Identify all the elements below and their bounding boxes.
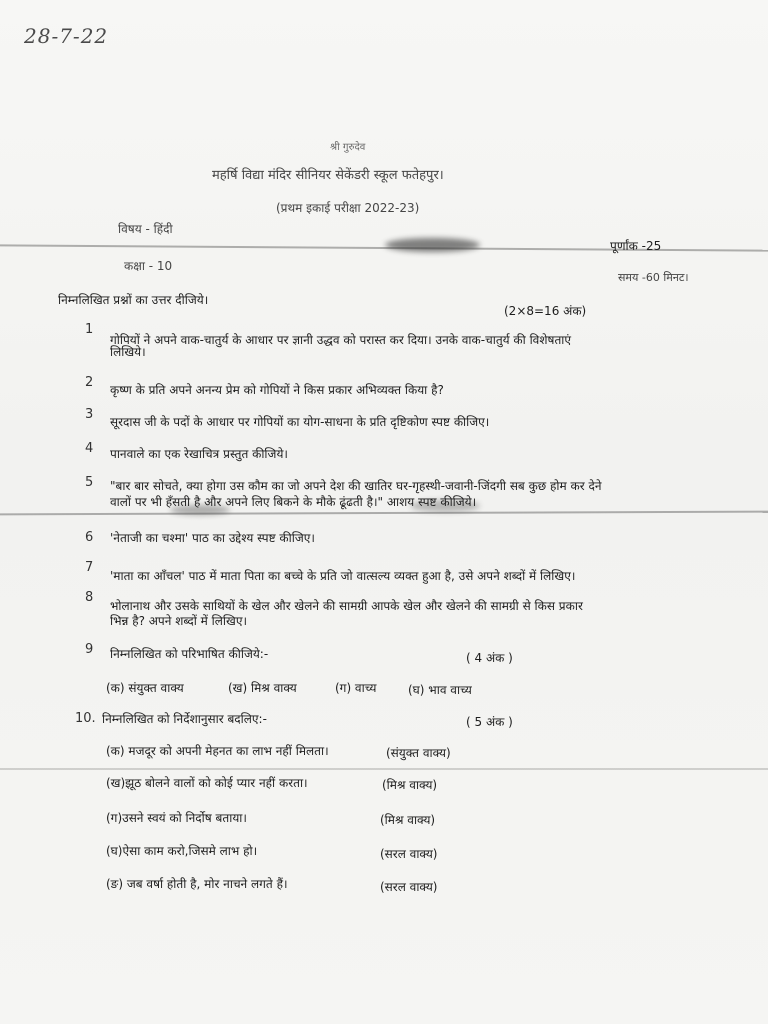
question-number: 9 (85, 642, 94, 657)
school-name: महर्षि विद्या मंदिर सीनियर सेकेंडरी स्कूल फतेहपुर। (212, 168, 444, 183)
question-number: 4 (85, 441, 94, 456)
paper-fold-middle (0, 511, 768, 516)
q10-instruction: (सरल वाक्य) (380, 847, 438, 861)
question-marks: ( 5 अंक ) (466, 715, 513, 729)
question-text: "बार बार सोचते, क्या होगा उस कौम का जो अपने देश की खातिर घर-गृहस्थी-जवानी-जिंदगी सब कुछ होम कर देने (110, 479, 602, 493)
question-text: गोपियों ने अपने वाक-चातुर्य के आधार पर ज्ञानी उद्धव को परास्त कर दिया। उनके वाक-चातुर्य की विशेषताएं (110, 333, 572, 347)
question-text: 'माता का आँचल' पाठ में माता पिता का बच्चे के प्रति जो वात्सल्य व्यक्त हुआ है, उसे अपने शब्दों में लिखिए। (110, 569, 576, 583)
question-text: कृष्ण के प्रति अपने अनन्य प्रेम को गोपियों ने किस प्रकार अभिव्यक्त किया है? (110, 383, 444, 397)
q9-option: (ग) वाच्य (335, 681, 377, 695)
q10-sentence: (क) मजदूर को अपनी मेहनत का लाभ नहीं मिलता। (106, 744, 329, 758)
question-text: भोलानाथ और उसके साथियों के खेल और खेलने की सामग्री आपके खेल और खेलने की सामग्री से किस प्रकार (110, 599, 583, 613)
question-text: वालों पर भी हँसती है और अपने लिए बिकने के मौके ढूंढती है।" आशय स्पष्ट कीजिये। (110, 495, 477, 509)
q9-option: (ख) मिश्र वाक्य (228, 681, 297, 695)
question-number: 10. (75, 711, 96, 726)
instruction-marks: (2×8=16 अंक) (504, 304, 587, 318)
q10-instruction: (मिश्र वाक्य) (382, 778, 438, 792)
q10-instruction: (सरल वाक्य) (380, 880, 438, 894)
handwritten-date: 28-7-22 (24, 24, 109, 48)
q10-sentence: (ङ) जब वर्षा होती है, मोर नाचने लगते हैं। (106, 877, 288, 891)
q10-sentence: (घ)ऐसा काम करो,जिसमे लाभ हो। (106, 844, 258, 858)
question-number: 3 (85, 407, 94, 422)
question-text: पानवाले का एक रेखाचित्र प्रस्तुत कीजिये। (110, 447, 288, 461)
question-text: लिखिये। (110, 345, 146, 359)
question-number: 2 (85, 375, 94, 390)
instruction-text: निम्नलिखित प्रश्नों का उत्तर दीजिये। (58, 293, 209, 307)
question-text: सूरदास जी के पदों के आधार पर गोपियों का योग-साधना के प्रति दृष्टिकोण स्पष्ट कीजिए। (110, 415, 490, 429)
q10-instruction: (संयुक्त वाक्य) (386, 746, 451, 760)
q10-sentence: (ख)झूठ बोलने वालों को कोई प्यार नहीं करता। (106, 776, 308, 790)
class-label: कक्षा - 10 (124, 259, 173, 273)
blessing-text: श्री गुरुदेव (330, 142, 366, 153)
question-marks: ( 4 अंक ) (466, 651, 513, 665)
q9-option: (क) संयुक्त वाक्य (106, 681, 184, 695)
question-text: निम्नलिखित को निर्देशानुसार बदलिए:- (102, 712, 267, 726)
question-number: 7 (85, 560, 94, 575)
question-number: 8 (85, 590, 94, 605)
q10-instruction: (मिश्र वाक्य) (380, 813, 436, 827)
subject-label: विषय - हिंदी (118, 222, 173, 236)
q9-option: (घ) भाव वाच्य (408, 683, 472, 697)
max-marks: पूर्णांक -25 (610, 239, 662, 253)
question-number: 6 (85, 530, 94, 545)
ink-smudge (385, 238, 480, 252)
question-text: निम्नलिखित को परिभाषित कीजिये:- (110, 647, 269, 661)
question-text: 'नेताजी का चश्मा' पाठ का उद्देश्य स्पष्ट कीजिए। (110, 531, 315, 545)
question-text: भिन्न है? अपने शब्दों में लिखिए। (110, 614, 248, 628)
question-number: 5 (85, 475, 94, 490)
paper-fold-lower (0, 768, 768, 770)
exam-name: (प्रथम इकाई परीक्षा 2022-23) (276, 201, 420, 215)
question-number: 1 (85, 322, 94, 337)
time-allowed: समय -60 मिनट। (618, 271, 689, 284)
q10-sentence: (ग)उसने स्वयं को निर्दोष बताया। (106, 811, 247, 825)
